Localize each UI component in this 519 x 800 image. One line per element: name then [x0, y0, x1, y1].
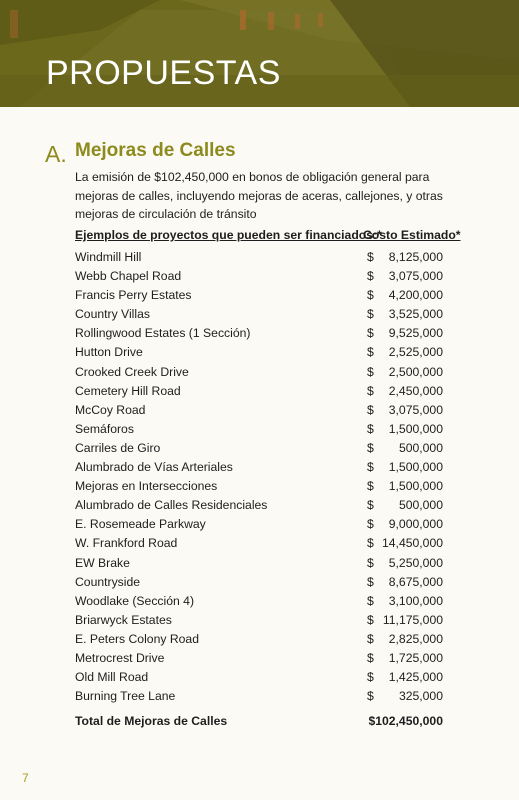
- table-row: [75, 324, 445, 343]
- project-cost: 8,125,000: [388, 250, 443, 264]
- project-name: Windmill Hill: [75, 250, 142, 264]
- column-header-cost: Costo Estimado*: [363, 228, 461, 242]
- currency-symbol: $: [367, 440, 374, 455]
- section-title: Mejoras de Calles: [75, 140, 236, 161]
- table-row: [75, 573, 445, 592]
- project-cost: 3,100,000: [388, 593, 443, 608]
- project-cost: 4,200,000: [388, 288, 443, 303]
- project-cost: 500,000: [398, 498, 443, 513]
- table-row: [75, 496, 445, 515]
- currency-symbol: $: [367, 517, 374, 532]
- project-cost: 325,000: [398, 689, 443, 704]
- project-name: Metrocrest Drive: [75, 650, 165, 665]
- total-label: Total de Mejoras de Calles: [75, 714, 228, 728]
- currency-symbol: $: [367, 650, 374, 665]
- currency-symbol: $: [367, 670, 374, 685]
- project-cost: 2,450,000: [388, 383, 443, 398]
- project-name: Webb Chapel Road: [75, 269, 182, 284]
- project-name: Woodlake (Sección 4): [75, 593, 195, 608]
- table-row: [75, 420, 445, 439]
- currency-symbol: $: [367, 402, 374, 417]
- project-cost: 2,825,000: [388, 631, 443, 646]
- currency-symbol: $: [367, 460, 374, 475]
- project-cost: 2,525,000: [388, 345, 443, 360]
- table-row: [75, 554, 445, 573]
- project-name: Alumbrado de Vías Arteriales: [75, 460, 233, 475]
- page-title: PROPUESTAS: [46, 54, 281, 92]
- currency-symbol: $: [367, 498, 374, 513]
- table-row: [75, 439, 445, 458]
- project-table: [75, 248, 445, 706]
- table-row: [75, 611, 445, 630]
- header-banner: [0, 0, 519, 107]
- currency-symbol: $: [367, 345, 374, 360]
- project-name: E. Peters Colony Road: [75, 631, 199, 646]
- currency-symbol: $: [367, 326, 374, 341]
- table-row: [75, 630, 445, 649]
- table-row: [75, 515, 445, 534]
- currency-symbol: $: [367, 307, 374, 322]
- project-name: Hutton Drive: [75, 345, 143, 360]
- currency-symbol: $: [367, 269, 374, 284]
- section-intro: La emisión de $102,450,000 en bonos de obligación general para mejoras de calles, incluyendo mejoras de aceras, callejones, y otras mejoras de circulación de tránsito: [75, 170, 443, 221]
- project-name: Country Villas: [75, 307, 150, 322]
- project-cost: 1,425,000: [388, 670, 443, 685]
- project-cost: 5,250,000: [388, 555, 443, 570]
- currency-symbol: $: [367, 479, 374, 494]
- project-name: Alumbrado de Calles Residenciales: [75, 498, 268, 513]
- table-row: [75, 363, 445, 382]
- currency-symbol: $: [367, 574, 374, 589]
- currency-symbol: $: [367, 250, 374, 264]
- project-name: E. Rosemeade Parkway: [75, 517, 206, 532]
- table-row: [75, 649, 445, 668]
- project-name: Carriles de Giro: [75, 440, 161, 455]
- page-number: 7: [22, 771, 29, 785]
- project-cost: 9,000,000: [388, 517, 443, 532]
- currency-symbol: $: [367, 689, 374, 704]
- table-row: [75, 286, 445, 305]
- project-cost: 1,725,000: [388, 650, 443, 665]
- project-name: Semáforos: [75, 421, 134, 436]
- project-cost: 11,175,000: [382, 612, 443, 627]
- table-row: [75, 267, 445, 286]
- table-row: [75, 343, 445, 362]
- project-cost: 8,675,000: [388, 574, 443, 589]
- project-name: Countryside: [75, 574, 141, 589]
- project-cost: 500,000: [398, 440, 443, 455]
- table-row: [75, 382, 445, 401]
- currency-symbol: $: [367, 383, 374, 398]
- project-cost: 1,500,000: [388, 479, 443, 494]
- project-name: Burning Tree Lane: [75, 689, 176, 704]
- total-amount: $102,450,000: [368, 714, 443, 728]
- section-letter: A.: [45, 141, 67, 167]
- project-name: Old Mill Road: [75, 670, 149, 685]
- currency-symbol: $: [367, 631, 374, 646]
- project-name: W. Frankford Road: [75, 536, 178, 551]
- project-name: Crooked Creek Drive: [75, 364, 189, 379]
- project-cost: 2,500,000: [388, 364, 443, 379]
- currency-symbol: $: [367, 421, 374, 436]
- project-name: Briarwyck Estates: [75, 612, 172, 627]
- table-row: [75, 592, 445, 611]
- project-cost: 3,525,000: [388, 307, 443, 322]
- project-cost: 1,500,000: [388, 460, 443, 475]
- project-name: Mejoras en Intersecciones: [75, 479, 218, 494]
- project-name: Francis Perry Estates: [75, 288, 192, 303]
- project-name: EW Brake: [75, 555, 130, 570]
- project-name: McCoy Road: [75, 402, 146, 417]
- project-cost: 9,525,000: [388, 326, 443, 341]
- table-row: [75, 248, 445, 267]
- table-row: [75, 687, 445, 706]
- currency-symbol: $: [367, 364, 374, 379]
- currency-symbol: $: [367, 593, 374, 608]
- currency-symbol: $: [367, 612, 374, 627]
- table-row: [75, 305, 445, 324]
- total-row: [75, 711, 445, 731]
- table-row: [75, 534, 445, 553]
- table-row: [75, 401, 445, 420]
- column-header-project: Ejemplos de proyectos que pueden ser financiados:*: [75, 228, 382, 242]
- currency-symbol: $: [367, 536, 374, 551]
- project-name: Rollingwood Estates (1 Sección): [75, 326, 251, 341]
- currency-symbol: $: [367, 288, 374, 303]
- project-cost: 3,075,000: [388, 269, 443, 284]
- project-cost: 3,075,000: [388, 402, 443, 417]
- table-row: [75, 477, 445, 496]
- table-row: [75, 668, 445, 687]
- currency-symbol: $: [367, 555, 374, 570]
- table-row: [75, 458, 445, 477]
- project-cost: 14,450,000: [382, 536, 443, 551]
- project-name: Cemetery Hill Road: [75, 383, 181, 398]
- project-cost: 1,500,000: [388, 421, 443, 436]
